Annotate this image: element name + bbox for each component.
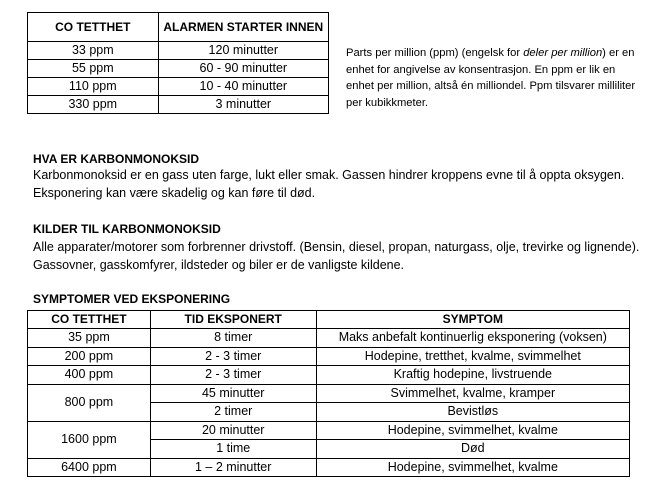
density-cell: 200 ppm [28,347,151,366]
alarm-density-cell: 110 ppm [28,78,159,96]
table-row [28,384,630,403]
symptom-cell: Hodepine, svimmelhet, kvalme [316,458,629,477]
symptom-cell: Hodepine, tretthet, kvalme, svimmelhet [316,347,629,366]
density-cell: 800 ppm [28,384,151,421]
alarm-table-header-row [28,13,329,42]
density-cell: 6400 ppm [28,458,151,477]
symptom-table-header-row [28,311,630,329]
table-row [28,78,329,96]
alarm-header-density: CO TETTHET [28,13,159,42]
alarm-header-start: ALARMEN STARTER INNEN [158,13,328,42]
table-row [28,458,630,477]
table-row [28,366,630,385]
time-cell: 1 time [150,440,316,459]
symptom-cell: Maks anbefalt kontinuerlig eksponering (voksen) [316,329,629,348]
alarm-time-cell: 60 - 90 minutter [158,60,328,78]
alarm-time-cell: 3 minutter [158,96,328,114]
table-row [28,96,329,114]
time-cell: 45 minutter [150,384,316,403]
symptom-header-symptom: SYMPTOM [316,311,629,329]
density-cell: 400 ppm [28,366,151,385]
time-cell: 2 - 3 timer [150,347,316,366]
ppm-note-start: Parts per million (ppm) (engelsk for [346,47,524,59]
time-cell: 1 – 2 minutter [150,458,316,477]
density-cell: 35 ppm [28,329,151,348]
alarm-table [27,12,329,114]
symptom-header-time: TID EKSPONERT [150,311,316,329]
alarm-density-cell: 55 ppm [28,60,159,78]
time-cell: 8 timer [150,329,316,348]
table-row [28,60,329,78]
symptoms-heading: SYMPTOMER VED EKSPONERING [33,292,231,306]
ppm-note-end: ) er en enhet for angivelse av konsentrasjon. En ppm er lik en enhet per million, altså én milliondel. Ppm tilsvarer milliliter per kubikkmeter. [346,47,636,109]
symptom-cell: Hodepine, svimmelhet, kvalme [316,421,629,440]
time-cell: 2 timer [150,403,316,422]
table-row [28,329,630,348]
alarm-time-cell: 10 - 40 minutter [158,78,328,96]
density-cell: 1600 ppm [28,421,151,458]
table-row [28,347,630,366]
symptom-cell: Bevistløs [316,403,629,422]
what-is-co-heading: HVA ER KARBONMONOKSID [33,152,200,166]
symptom-cell: Død [316,440,629,459]
alarm-time-cell: 120 minutter [158,42,328,60]
co-sources-text: Alle apparater/motorer som forbrenner drivstoff. (Bensin, diesel, propan, naturgass, olje, trevirke og lignende). Gassovner, gasskomfyrer, ildsteder og biler er de vanligste kildene. [33,240,640,272]
symptom-table [27,310,630,477]
symptom-header-density: CO TETTHET [28,311,151,329]
table-row [28,421,630,440]
co-sources-heading: KILDER TIL KARBONMONOKSID [33,222,221,236]
alarm-density-cell: 33 ppm [28,42,159,60]
ppm-note [346,45,646,111]
symptom-cell: Svimmelhet, kvalme, kramper [316,384,629,403]
what-is-co-text: Karbonmonoksid er en gass uten farge, lukt eller smak. Gassen hindrer kroppens evne til å oppta oksygen. Eksponering kan være skadelig og kan føre til død. [33,168,625,200]
ppm-note-italic: deler per million [523,47,603,59]
table-row [28,42,329,60]
alarm-density-cell: 330 ppm [28,96,159,114]
time-cell: 20 minutter [150,421,316,440]
time-cell: 2 - 3 timer [150,366,316,385]
symptom-cell: Kraftig hodepine, livstruende [316,366,629,385]
